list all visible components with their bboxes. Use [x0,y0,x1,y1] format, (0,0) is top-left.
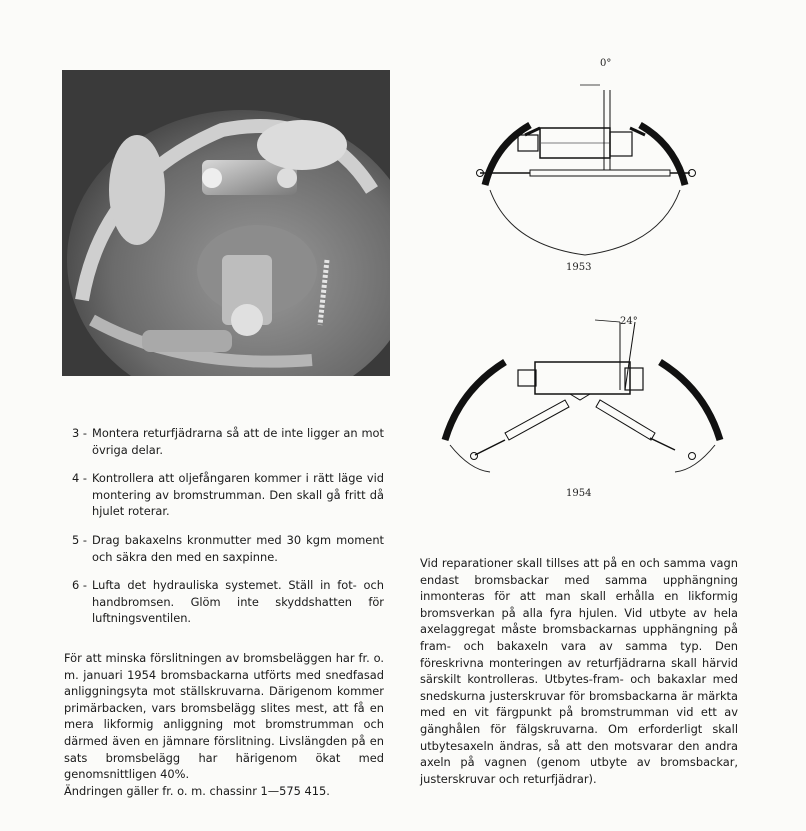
diagram-angle-1954: 24° [620,316,638,327]
diagram-angle-1953: 0° [600,58,612,69]
diagram-caption-1953: 1953 [566,262,592,273]
wear-reduction-paragraph [64,650,384,799]
step-4 [72,470,384,520]
step-3 [72,425,384,458]
step-text: Drag bakaxelns kronmutter med 30 kgm moment och säkra den med en saxpinne. [92,532,384,564]
step-5 [72,532,384,565]
step-number: 5 - [72,532,87,547]
brake-assembly-photo [62,70,390,376]
chassis-note: Ändringen gäller fr. o. m. chassinr 1—575 415. [64,783,330,798]
step-text: Lufta det hydrauliska systemet. Ställ in fot- och handbromsen. Glöm inte skyddshatten för luftningsventilen. [92,578,384,626]
brake-diagram-1953 [430,60,740,260]
instruction-steps [72,425,384,639]
step-number: 6 - [72,578,87,593]
brake-diagram-1954 [430,300,740,480]
step-6 [72,577,384,627]
step-number: 3 - [72,426,87,440]
wear-reduction-text: För att minska förslitningen av bromsbeläggen har fr. o. m. januari 1954 bromsbackarna utförts med snedfasad anliggningsyta mot ställskruvarna. Därigenom kommer primärbacken, vars bromsbelägg slites mest, att få en mera likformig anliggning mot bromstrumman och därmed även en jämnare förslitning. Livslängden på en sats bromsbelägg har härigenom ökat med genomsnittligen 40%. [64,651,384,782]
diagram-caption-1954: 1954 [566,488,592,499]
repair-note-paragraph: Vid reparationer skall tillses att på en och samma vagn endast bromsbackar med samma upphängning inmonteras för att man skall erhålla en likformig bromsverkan på alla fyra hjulen. Vid utbyte av hela axelaggregat måste bromsbackarnas upphängning på fram- och bakaxeln vara av samma typ. Den föreskrivna monteringen av returfjädrarna skall härvid särskilt kontrolleras. Utbytes-fram- och bakaxlar med snedskurna justerskruvar för bromsbackarna är märkta med en vit färgpunkt på bromstrumman vid ett av gänghålen för fälgskruvarna. Om erforderligt skall utbytesaxeln ändras, så att den motsvarar den andra axeln på vagnen (genom utbyte av bromsbackar, justerskruvar och returfjädrar). [420,556,738,786]
step-number: 4 - [72,471,87,486]
step-text: Montera returfjädrarna så att de inte ligger an mot övriga delar. [92,426,384,457]
step-text: Kontrollera att oljefångaren kommer i rätt läge vid montering av bromstrumman. Den skall gå fritt då hjulet roterar. [92,471,384,519]
